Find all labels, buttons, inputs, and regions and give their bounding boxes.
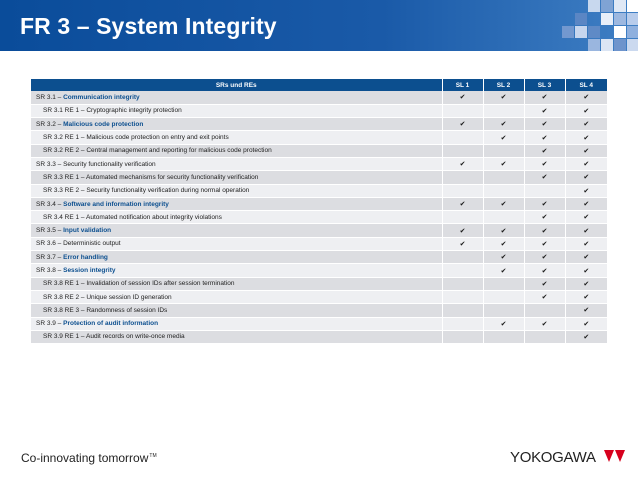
requirement-id: SR 3.1 – <box>36 93 64 101</box>
decorative-square <box>614 0 626 12</box>
decorative-square <box>614 39 626 51</box>
requirement-id: SR 3.8 – <box>36 267 64 274</box>
requirement-id: SR 3.2 – <box>36 120 64 128</box>
sl1-cell <box>442 171 483 184</box>
sl1-cell <box>442 264 483 277</box>
decorative-square <box>562 26 574 38</box>
sl4-cell <box>565 251 607 264</box>
checkmark-icon: ✔ <box>500 94 507 102</box>
decorative-square <box>601 13 613 25</box>
sl2-cell <box>483 104 524 117</box>
sl2-cell <box>483 157 524 170</box>
sl4-cell <box>565 104 607 117</box>
requirement-cell <box>31 184 442 197</box>
checkmark-icon: ✔ <box>583 280 590 288</box>
sl2-cell <box>483 251 524 264</box>
checkmark-icon: ✔ <box>541 227 548 235</box>
checkmark-icon: ✔ <box>500 320 507 328</box>
requirement-cell <box>31 104 442 117</box>
requirement-name: Communication integrity <box>63 93 140 101</box>
sl1-cell <box>442 104 483 117</box>
table-row <box>31 290 607 303</box>
table-row <box>31 104 607 117</box>
decorative-square <box>627 0 638 12</box>
sl3-cell <box>524 171 565 184</box>
checkmark-icon: ✔ <box>583 227 590 235</box>
requirement-cell <box>31 91 442 104</box>
checkmark-icon: ✔ <box>583 187 590 195</box>
checkmark-icon: ✔ <box>583 294 590 302</box>
sl3-cell <box>524 251 565 264</box>
decorative-square <box>575 26 587 38</box>
sl3-cell <box>524 184 565 197</box>
sl1-cell <box>442 131 483 144</box>
sl4-cell <box>565 131 607 144</box>
column-header-sl4: SL 4 <box>565 79 607 91</box>
slogan-text: Co-innovating tomorrow <box>21 451 149 465</box>
decorative-square <box>575 13 587 25</box>
requirement-cell <box>31 171 442 184</box>
checkmark-icon: ✔ <box>583 240 590 248</box>
sl3-cell <box>524 264 565 277</box>
sl2-cell <box>483 184 524 197</box>
sl2-cell <box>483 171 524 184</box>
requirement-id: SR 3.9 – <box>36 320 64 328</box>
sl3-cell <box>524 118 565 131</box>
sl3-cell <box>524 197 565 210</box>
checkmark-icon: ✔ <box>541 121 548 129</box>
table-body <box>31 91 607 344</box>
table-row <box>31 304 607 317</box>
checkmark-icon: ✔ <box>583 161 590 169</box>
decorative-square <box>588 26 600 38</box>
sl1-cell <box>442 277 483 290</box>
requirement-id: SR 3.2 RE 1 – Malicious code protection on entry and exit points <box>43 134 229 142</box>
checkmark-icon: ✔ <box>583 94 590 102</box>
requirement-name: Input validation <box>63 227 112 235</box>
requirement-id: SR 3.8 RE 1 – Invalidation of session IDs after session termination <box>43 280 235 288</box>
sl4-cell <box>565 91 607 104</box>
sl1-cell <box>442 144 483 157</box>
decorative-square <box>614 13 626 25</box>
requirement-name: Malicious code protection <box>63 120 144 128</box>
checkmark-icon: ✔ <box>583 147 590 155</box>
sl1-cell <box>442 330 483 343</box>
checkmark-icon: ✔ <box>541 280 548 288</box>
sl4-cell <box>565 237 607 250</box>
table-row <box>31 224 607 237</box>
checkmark-icon: ✔ <box>541 134 548 142</box>
checkmark-icon: ✔ <box>583 121 590 129</box>
sl4-cell <box>565 211 607 224</box>
table-row <box>31 157 607 170</box>
requirement-name: Software and information integrity <box>63 200 169 208</box>
checkmark-icon: ✔ <box>541 94 548 102</box>
checkmark-icon: ✔ <box>459 227 466 235</box>
requirement-id: SR 3.7 – <box>36 253 64 261</box>
sl3-cell <box>524 144 565 157</box>
sl4-cell <box>565 171 607 184</box>
sl4-cell <box>565 157 607 170</box>
decorative-square <box>614 26 626 38</box>
checkmark-icon: ✔ <box>459 94 466 102</box>
checkmark-icon: ✔ <box>541 267 548 275</box>
requirement-cell <box>31 317 442 330</box>
requirement-cell <box>31 277 442 290</box>
checkmark-icon: ✔ <box>583 307 590 315</box>
sl1-cell <box>442 317 483 330</box>
sl1-cell <box>442 224 483 237</box>
sl3-cell <box>524 304 565 317</box>
table-row <box>31 184 607 197</box>
requirement-name: Session integrity <box>63 267 116 274</box>
sl1-cell <box>442 197 483 210</box>
sl3-cell <box>524 131 565 144</box>
checkmark-icon: ✔ <box>541 320 548 328</box>
checkmark-icon: ✔ <box>459 240 466 248</box>
checkmark-icon: ✔ <box>500 240 507 248</box>
table-row <box>31 91 607 104</box>
checkmark-icon: ✔ <box>541 294 548 302</box>
checkmark-icon: ✔ <box>583 320 590 328</box>
sl3-cell <box>524 330 565 343</box>
sl2-cell <box>483 277 524 290</box>
sl4-cell <box>565 264 607 277</box>
checkmark-icon: ✔ <box>500 267 507 275</box>
decorative-square <box>601 39 613 51</box>
checkmark-icon: ✔ <box>500 254 507 262</box>
requirement-id: SR 3.5 – <box>36 227 64 235</box>
sl2-cell <box>483 237 524 250</box>
sl1-cell <box>442 118 483 131</box>
sl2-cell <box>483 197 524 210</box>
checkmark-icon: ✔ <box>541 201 548 209</box>
sl2-cell <box>483 290 524 303</box>
column-header-sl2: SL 2 <box>483 79 524 91</box>
requirement-cell <box>31 224 442 237</box>
table-row <box>31 264 607 277</box>
sl3-cell <box>524 317 565 330</box>
sl3-cell <box>524 104 565 117</box>
requirement-cell <box>31 197 442 210</box>
sl2-cell <box>483 211 524 224</box>
decorative-square <box>627 39 638 51</box>
checkmark-icon: ✔ <box>459 201 466 209</box>
sl4-cell <box>565 144 607 157</box>
checkmark-icon: ✔ <box>583 267 590 275</box>
table-row <box>31 330 607 343</box>
sl3-cell <box>524 157 565 170</box>
security-requirements-table <box>31 79 607 344</box>
sl1-cell <box>442 237 483 250</box>
table-header-row <box>31 79 607 91</box>
checkmark-icon: ✔ <box>541 240 548 248</box>
sl4-cell <box>565 197 607 210</box>
sl4-cell <box>565 184 607 197</box>
requirement-id: SR 3.3 RE 1 – Automated mechanisms for security functionality verification <box>43 173 259 181</box>
requirement-cell <box>31 211 442 224</box>
requirement-name: Error handling <box>63 253 108 261</box>
checkmark-icon: ✔ <box>541 214 548 222</box>
decorative-square <box>627 26 638 38</box>
sl1-cell <box>442 211 483 224</box>
requirement-id: SR 3.2 RE 2 – Central management and reporting for malicious code protection <box>43 147 272 155</box>
checkmark-icon: ✔ <box>583 201 590 209</box>
checkmark-icon: ✔ <box>500 161 507 169</box>
sl2-cell <box>483 144 524 157</box>
requirement-id: SR 3.1 RE 1 – Cryptographic integrity protection <box>43 107 182 115</box>
sl1-cell <box>442 184 483 197</box>
checkmark-icon: ✔ <box>541 147 548 155</box>
checkmark-icon: ✔ <box>583 333 590 341</box>
requirement-id: SR 3.8 RE 2 – Unique session ID generation <box>43 293 172 301</box>
requirement-cell <box>31 264 442 277</box>
decorative-square <box>601 0 613 12</box>
table-row <box>31 197 607 210</box>
yokogawa-triangles-logo-icon <box>603 449 627 464</box>
table-row <box>31 171 607 184</box>
sl3-cell <box>524 237 565 250</box>
sl3-cell <box>524 91 565 104</box>
checkmark-icon: ✔ <box>500 201 507 209</box>
trademark-mark: TM <box>149 453 157 459</box>
sl4-cell <box>565 118 607 131</box>
title-banner <box>0 0 638 51</box>
requirement-cell <box>31 290 442 303</box>
decorative-square <box>588 39 600 51</box>
sl2-cell <box>483 131 524 144</box>
sl3-cell <box>524 224 565 237</box>
sl4-cell <box>565 317 607 330</box>
sl1-cell <box>442 157 483 170</box>
requirement-id: SR 3.4 – <box>36 200 64 208</box>
checkmark-icon: ✔ <box>459 121 466 129</box>
requirement-cell <box>31 237 442 250</box>
column-header-sl3: SL 3 <box>524 79 565 91</box>
requirement-id: SR 3.3 – Security functionality verification <box>36 160 156 168</box>
sl3-cell <box>524 211 565 224</box>
sl4-cell <box>565 330 607 343</box>
sl3-cell <box>524 290 565 303</box>
table-row <box>31 277 607 290</box>
sl2-cell <box>483 91 524 104</box>
table-row <box>31 131 607 144</box>
sl1-cell <box>442 91 483 104</box>
table-row <box>31 118 607 131</box>
requirement-cell <box>31 118 442 131</box>
table-row <box>31 211 607 224</box>
sl4-cell <box>565 224 607 237</box>
checkmark-icon: ✔ <box>583 134 590 142</box>
checkmark-icon: ✔ <box>583 214 590 222</box>
requirement-cell <box>31 304 442 317</box>
checkmark-icon: ✔ <box>500 227 507 235</box>
sl4-cell <box>565 304 607 317</box>
sl2-cell <box>483 317 524 330</box>
sl2-cell <box>483 264 524 277</box>
table-row <box>31 237 607 250</box>
sl2-cell <box>483 224 524 237</box>
column-header-sl1: SL 1 <box>442 79 483 91</box>
checkmark-icon: ✔ <box>541 254 548 262</box>
sl2-cell <box>483 304 524 317</box>
requirement-id: SR 3.3 RE 2 – Security functionality verification during normal operation <box>43 187 250 195</box>
sl1-cell <box>442 304 483 317</box>
requirement-cell <box>31 330 442 343</box>
requirement-cell <box>31 144 442 157</box>
requirement-name: Protection of audit information <box>63 320 159 328</box>
checkmark-icon: ✔ <box>500 134 507 142</box>
table-row <box>31 317 607 330</box>
requirement-cell <box>31 251 442 264</box>
column-header-srs: SRs und REs <box>31 79 442 91</box>
sl1-cell <box>442 290 483 303</box>
checkmark-icon: ✔ <box>541 107 548 115</box>
sl3-cell <box>524 277 565 290</box>
sl2-cell <box>483 118 524 131</box>
checkmark-icon: ✔ <box>541 174 548 182</box>
brand-logo-text: YOKOGAWA <box>510 449 596 466</box>
sl2-cell <box>483 330 524 343</box>
checkmark-icon: ✔ <box>583 107 590 115</box>
requirement-id: SR 3.8 RE 3 – Randomness of session IDs <box>43 306 168 314</box>
table-row <box>31 144 607 157</box>
sl1-cell <box>442 251 483 264</box>
checkmark-icon: ✔ <box>583 174 590 182</box>
requirement-cell <box>31 131 442 144</box>
page-title: FR 3 – System Integrity <box>20 13 277 39</box>
checkmark-icon: ✔ <box>500 121 507 129</box>
decorative-square <box>588 0 600 12</box>
sl4-cell <box>565 290 607 303</box>
requirement-cell <box>31 157 442 170</box>
checkmark-icon: ✔ <box>583 254 590 262</box>
checkmark-icon: ✔ <box>459 161 466 169</box>
slogan <box>21 451 157 465</box>
sl4-cell <box>565 277 607 290</box>
requirement-id: SR 3.4 RE 1 – Automated notification about integrity violations <box>43 213 222 221</box>
decorative-square <box>627 13 638 25</box>
requirement-id: SR 3.9 RE 1 – Audit records on write-once media <box>43 333 185 341</box>
table-row <box>31 251 607 264</box>
requirement-id: SR 3.6 – Deterministic output <box>36 240 121 248</box>
checkmark-icon: ✔ <box>541 161 548 169</box>
